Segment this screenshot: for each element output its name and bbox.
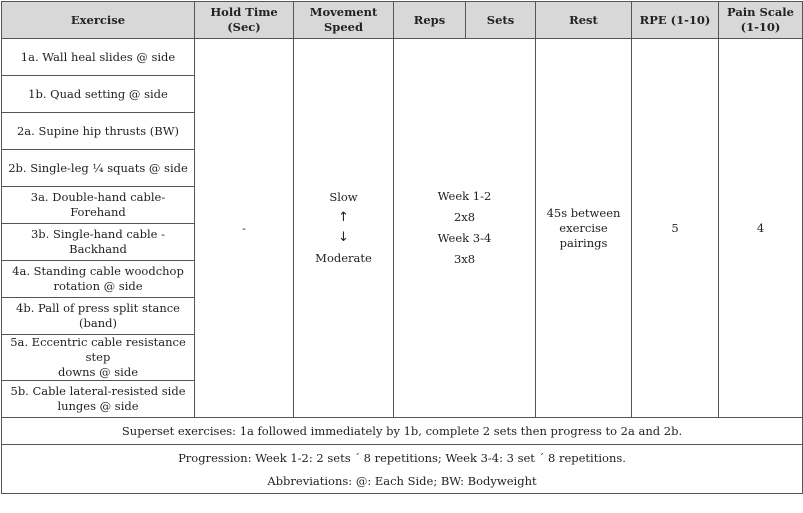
speed-moderate: Moderate [315, 251, 372, 265]
exercise-cell: 1a. Wall heal slides @ side [2, 39, 195, 76]
exercise-cell: 5a. Eccentric cable resistance step downs @ side [2, 335, 195, 381]
reps-3x8: 3x8 [453, 252, 476, 266]
reps-2x8: 2x8 [453, 210, 476, 224]
rpe-cell: 5 [632, 39, 719, 418]
header-sets: Sets [466, 2, 536, 39]
exercise-cell: 2a. Supine hip thrusts (BW) [2, 113, 195, 150]
pain-scale-cell: 4 [719, 39, 803, 418]
exercise-cell: 5b. Cable lateral-resisted side lunges @ side [2, 381, 195, 418]
superset-note: Superset exercises: 1a followed immediately by 1b, complete 2 sets then progress to 2a and 2b. [2, 418, 803, 445]
header-reps: Reps [394, 2, 466, 39]
arrow-down-icon: ↓ [338, 230, 349, 245]
reps-week-1-2: Week 1-2 [437, 189, 492, 203]
progression-note: Progression: Week 1-2: 2 sets ´ 8 repetitions; Week 3-4: 3 set ´ 8 repetitions. [178, 451, 626, 465]
hold-time-cell: - [195, 39, 294, 418]
header-exercise: Exercise [2, 2, 195, 39]
header-movement-speed: Movement Speed [294, 2, 394, 39]
exercise-cell: 2b. Single-leg ¼ squats @ side [2, 150, 195, 187]
exercise-cell: 3a. Double-hand cable-Forehand [2, 187, 195, 224]
exercise-cell: 1b. Quad setting @ side [2, 76, 195, 113]
reps-sets-cell [394, 39, 536, 418]
reps-week-3-4: Week 3-4 [437, 231, 492, 245]
notes-cell [2, 445, 803, 494]
exercise-cell: 3b. Single-hand cable - Backhand [2, 224, 195, 261]
header-hold-time: Hold Time (Sec) [195, 2, 294, 39]
exercise-cell: 4a. Standing cable woodchop rotation @ side [2, 261, 195, 298]
header-row [2, 2, 803, 39]
abbreviations-note: Abbreviations: @: Each Side; BW: Bodyweight [267, 474, 537, 488]
superset-row [2, 418, 803, 445]
header-pain-scale: Pain Scale (1-10) [719, 2, 803, 39]
header-rpe: RPE (1-10) [632, 2, 719, 39]
movement-speed-cell [294, 39, 394, 418]
header-rest: Rest [536, 2, 632, 39]
exercise-table [1, 1, 803, 494]
table-row [2, 39, 803, 76]
rest-cell: 45s between exercise pairings [536, 39, 632, 418]
speed-slow: Slow [329, 190, 358, 204]
notes-row [2, 445, 803, 494]
exercise-cell: 4b. Pall of press split stance (band) [2, 298, 195, 335]
arrow-up-icon: ↑ [338, 210, 349, 225]
